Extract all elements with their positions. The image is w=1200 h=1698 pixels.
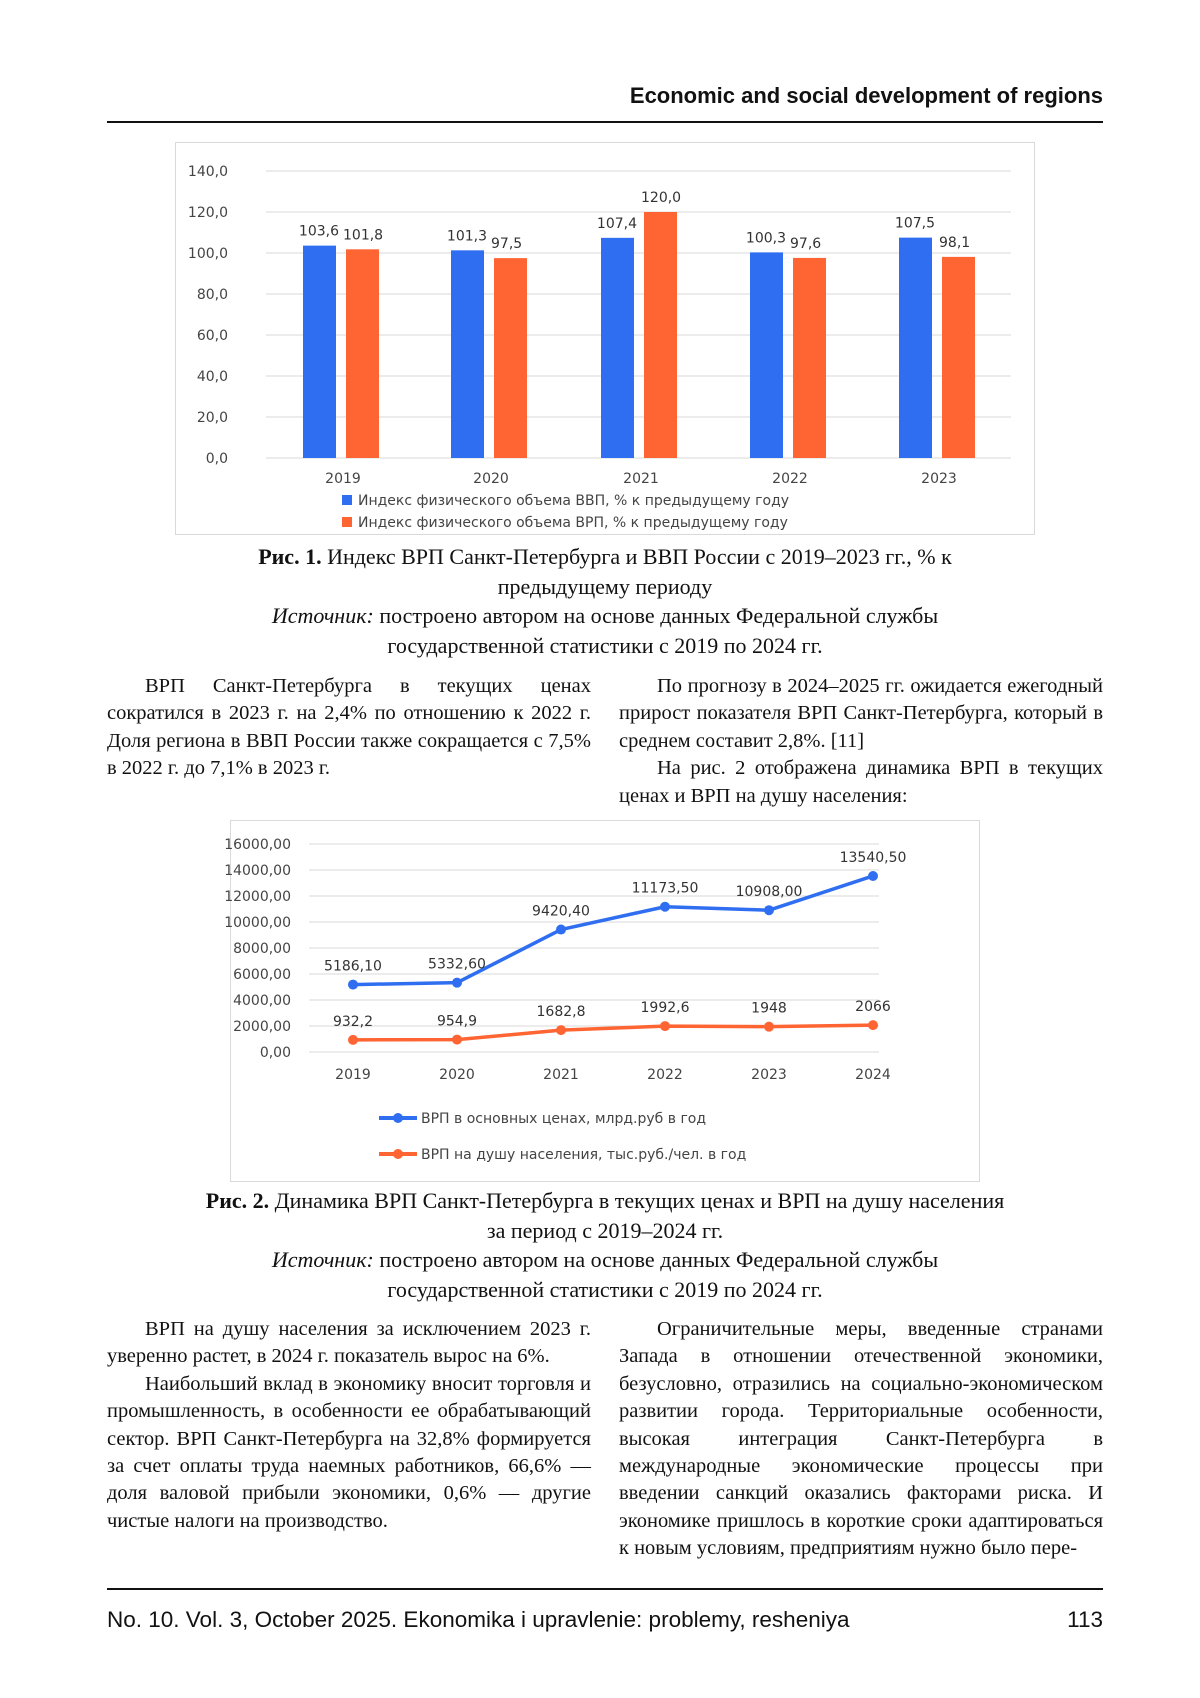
data-point <box>556 1025 566 1035</box>
x-tick-label: 2021 <box>623 471 659 487</box>
data-label: 1992,6 <box>640 1000 690 1017</box>
y-tick-label: 0,00 <box>259 1045 291 1061</box>
x-tick-label: 2023 <box>751 1067 787 1083</box>
x-tick-label: 2021 <box>543 1067 579 1083</box>
data-label: 97,5 <box>491 236 523 253</box>
data-point <box>452 1035 462 1045</box>
text-block1-right <box>619 673 1103 810</box>
paragraph: Наибольший вклад в экономику вносит торговля и промышленность, в особенности ее обрабатывающий сектор. ВРП Санкт-Петербурга на 32,8% формируется за счет оплаты труда наемных работников, 66,6% — доля валовой прибыли экономики, 0,6% — другие чистые налоги на производство. <box>107 1372 591 1532</box>
paragraph: ВРП Санкт-Петербурга в текущих ценах сократился в 2023 г. на 2,4% по отношению к 2022 г. Доля региона в ВВП России также сокращается с 7,5% в 2022 г. до 7,1% в 2023 г. <box>107 675 591 780</box>
x-tick-label: 2019 <box>335 1067 371 1083</box>
page-footer <box>107 1607 1103 1633</box>
y-tick-label: 8000,00 <box>233 941 291 957</box>
data-label: 100,3 <box>745 230 786 247</box>
data-label: 9420,40 <box>532 903 590 920</box>
data-label: 932,2 <box>332 1013 374 1030</box>
figure2-chart <box>224 820 980 1182</box>
footer-rule <box>107 1588 1103 1590</box>
data-point <box>452 978 462 988</box>
journal-info: No. 10. Vol. 3, October 2025. Ekonomika i upravlenie: problemy, resheniya <box>107 1607 850 1632</box>
data-label: 11173,50 <box>631 880 699 897</box>
bar-vvp <box>601 238 634 458</box>
x-tick-label: 2020 <box>439 1067 475 1083</box>
legend-marker <box>393 1149 403 1159</box>
data-label: 97,6 <box>790 235 822 252</box>
y-tick-label: 140,0 <box>187 164 228 180</box>
caption-text: Динамика ВРП Санкт-Петербурга в текущих ценах и ВРП на душу населения за период с 2019–2024 гг. <box>274 1188 1005 1243</box>
page-number: 113 <box>1067 1607 1103 1632</box>
legend-marker <box>393 1113 403 1123</box>
data-label: 107,4 <box>596 215 637 232</box>
data-label: 5332,60 <box>428 956 486 973</box>
data-label: 1948 <box>751 1000 787 1017</box>
bar-vvp <box>750 252 783 458</box>
x-tick-label: 2024 <box>855 1067 891 1083</box>
legend-swatch <box>342 517 352 527</box>
x-tick-label: 2022 <box>647 1067 683 1083</box>
text-block2-left <box>107 1316 591 1535</box>
data-point <box>660 1021 670 1031</box>
data-point <box>348 980 358 990</box>
data-label: 1682,8 <box>536 1004 586 1021</box>
y-tick-label: 80,0 <box>196 287 228 303</box>
y-tick-label: 0,0 <box>205 451 228 467</box>
y-tick-label: 10000,00 <box>224 915 291 931</box>
y-tick-label: 60,0 <box>196 328 228 344</box>
data-label: 954,9 <box>436 1013 478 1030</box>
x-tick-label: 2019 <box>325 471 361 487</box>
legend-label: Индекс физического объема ВВП, % к предыдущему году <box>358 493 790 509</box>
legend-label: Индекс физического объема ВРП, % к предыдущему году <box>358 515 788 531</box>
source-text: построено автором на основе данных Федеральной службы государственной статистики с 2019 по 2024 гг. <box>379 1247 939 1302</box>
bar-vrp <box>346 249 379 458</box>
y-tick-label: 2000,00 <box>233 1019 291 1035</box>
data-label: 5186,10 <box>324 958 382 975</box>
figure2-caption <box>200 1186 1010 1304</box>
text-block2-right <box>619 1316 1103 1563</box>
paragraph: На рис. 2 отображена динамика ВРП в текущих ценах и ВРП на душу населения: <box>619 757 1103 807</box>
running-header: Economic and social development of regions <box>629 83 1103 108</box>
text-block1-left <box>107 673 591 783</box>
y-tick-label: 40,0 <box>196 369 228 385</box>
bar-vvp <box>899 238 932 458</box>
paragraph: Ограничительные меры, введенные странами Запада в отношении отечественной экономики, безусловно, отразились на социально-экономическом развитии города. Территориальные особенности, высокая интеграция Санкт-Петербурга в международные экономические процессы при введении санкций оказались факторами риска. И экономике пришлось в короткие сроки адаптироваться к новым условиям, предприятиям нужно было пере- <box>619 1318 1103 1560</box>
y-tick-label: 120,0 <box>187 205 228 221</box>
data-label: 107,5 <box>894 215 935 232</box>
paragraph: ВРП на душу населения за исключением 2023 г. уверенно растет, в 2024 г. показатель вырос на 6%. <box>107 1318 591 1368</box>
x-tick-label: 2020 <box>473 471 509 487</box>
y-tick-label: 4000,00 <box>233 993 291 1009</box>
caption-label: Рис. 2. <box>205 1188 270 1213</box>
bar-vvp <box>451 250 484 458</box>
data-label: 98,1 <box>939 234 971 251</box>
data-point <box>660 902 670 912</box>
legend-swatch <box>342 495 352 505</box>
data-label: 2066 <box>855 999 891 1016</box>
x-tick-label: 2022 <box>772 471 808 487</box>
source-label: Источник: <box>271 1247 374 1272</box>
data-label: 120,0 <box>641 190 682 206</box>
legend-label: ВРП на душу населения, тыс.руб./чел. в год <box>421 1147 747 1163</box>
data-point <box>556 925 566 935</box>
paragraph: По прогнозу в 2024–2025 гг. ожидается ежегодный прирост показателя ВРП Санкт-Петербурга, который в среднем составит 2,8%. [11] <box>619 675 1103 752</box>
y-tick-label: 100,0 <box>187 246 228 262</box>
y-tick-label: 6000,00 <box>233 967 291 983</box>
y-tick-label: 16000,00 <box>224 837 291 853</box>
legend-label: ВРП в основных ценах, млрд.руб в год <box>421 1111 707 1127</box>
bar-chart <box>176 143 1034 534</box>
data-point <box>764 1022 774 1032</box>
data-label: 13540,50 <box>839 849 907 866</box>
source-text: построено автором на основе данных Федеральной службы государственной статистики с 2019 по 2024 гг. <box>379 603 939 658</box>
figure1-chart <box>175 142 1035 535</box>
data-label: 101,3 <box>446 228 487 245</box>
data-label: 101,8 <box>343 227 384 244</box>
data-point <box>764 905 774 915</box>
figure1-caption <box>200 542 1010 660</box>
bar-vrp <box>644 212 677 458</box>
source-label: Источник: <box>271 603 374 628</box>
data-label: 10908,00 <box>735 884 803 901</box>
y-tick-label: 20,0 <box>196 410 228 426</box>
series-line-1 <box>353 1025 873 1040</box>
x-tick-label: 2023 <box>921 471 957 487</box>
y-tick-label: 12000,00 <box>224 889 291 905</box>
data-label: 103,6 <box>298 223 339 240</box>
header-rule <box>107 121 1103 123</box>
bar-vrp <box>494 258 527 458</box>
data-point <box>868 871 878 881</box>
data-point <box>868 1020 878 1030</box>
bar-vvp <box>303 246 336 458</box>
data-point <box>348 1035 358 1045</box>
caption-text: Индекс ВРП Санкт-Петербурга и ВВП России с 2019–2023 гг., % к предыдущему периоду <box>327 544 952 599</box>
bar-vrp <box>793 258 826 458</box>
line-chart <box>224 821 979 1181</box>
y-tick-label: 14000,00 <box>224 863 291 879</box>
bar-vrp <box>942 257 975 458</box>
caption-label: Рис. 1. <box>258 544 322 569</box>
